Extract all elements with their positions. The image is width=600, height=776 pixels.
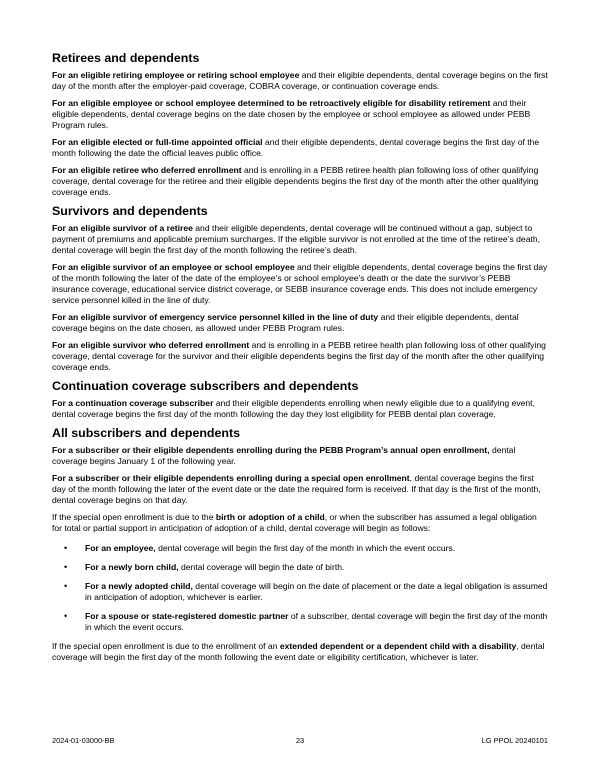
bold-lead: For a subscriber or their eligible dependents enrolling during the PEBB Program’s annual open enrollment,: [52, 445, 490, 455]
paragraph-text: , or when the subscriber has assumed a legal obligation for total or partial support in anticipation of adoption of a child, dental coverage will begin as follows:: [52, 512, 537, 533]
paragraph-text: , dental coverage will begin the first day of the month following the event date or eligibility certification, whichever is later.: [52, 641, 545, 662]
paragraph: [52, 641, 548, 663]
bullet-icon: •: [64, 581, 68, 591]
paragraph: [52, 340, 548, 373]
paragraph: [52, 473, 548, 506]
bold-lead: For an eligible retiring employee or retiring school employee: [52, 70, 300, 80]
bullet-icon: •: [64, 562, 68, 572]
list-item-text: dental coverage will begin on the date of placement or the date a legal obligation is assumed in anticipation of adoption, whichever is earlier.: [85, 581, 548, 602]
footer-page-number: 23: [295, 736, 305, 745]
paragraph-text: and their eligible dependents, dental coverage begins the first day of the month following the later of the date of the employee’s or school employee’s death or the date the survivor’s PEBB insurance coverage, educational service district coverage, or SEBB insurance coverage ends. This does not include emergency service personnel killed in the line of duty.: [52, 262, 548, 305]
paragraph-text: and their eligible dependents, dental coverage begins on the first day of the month after the employer-paid coverage, COBRA coverage, or continuation coverage ends.: [52, 70, 548, 91]
paragraph-text: , dental coverage begins the first day of the month following the later of the event date or the date the required form is received. If that day is the first of the month, dental coverage begins on that day.: [52, 473, 541, 505]
paragraph-text: and their eligible dependents, dental coverage will be continued without a gap, subject to payment of premiums and applicable premium surcharges. If the eligible survivor is not enrolled at the time of the retiree’s death, dental coverage will begin the first day of the month following the retiree’s death.: [52, 223, 541, 255]
list-item-text: dental coverage will begin the date of birth.: [178, 562, 345, 572]
paragraph-text: and is enrolling in a PEBB retiree health plan following loss of other qualifying coverage, dental coverage for the survivor and their eligible dependents begins the first day of the month after the other qualifying coverage ends.: [52, 340, 546, 372]
paragraph-text: and their eligible dependents enrolling when newly eligible due to a qualifying event, dental coverage begins the first day of the month following the day they lost eligibility for PEBB dental plan coverage.: [52, 398, 535, 419]
list-item-text: of a subscriber, dental coverage will begin the first day of the month in which the event occurs.: [85, 611, 548, 632]
bold-lead: For a continuation coverage subscriber: [52, 398, 214, 408]
bold-lead: birth or adoption of a child: [215, 512, 325, 522]
paragraph: [52, 445, 548, 467]
paragraph: [52, 165, 548, 198]
paragraph: [52, 398, 548, 420]
paragraph-text: If the special open enrollment is due to the enrollment of an: [52, 641, 280, 651]
paragraph-text: and their eligible dependents, dental coverage begins the first day of the month following the date the official leaves public office.: [52, 137, 540, 158]
bold-lead: For an eligible elected or full-time appointed official: [52, 137, 263, 147]
section-heading-survivors: Survivors and dependents: [52, 204, 208, 218]
section-heading-continuation: Continuation coverage subscribers and dependents: [52, 379, 359, 393]
footer-document-id: 2024-01-03000-BB: [52, 736, 115, 745]
paragraph-text: and their eligible dependents, dental coverage begins on the date chosen, as allowed under PEBB Program rules.: [52, 312, 519, 333]
bullet-icon: •: [64, 611, 68, 621]
paragraph: [52, 512, 548, 534]
paragraph: [52, 223, 548, 256]
list-item-text: dental coverage will begin the first day of the month in which the event occurs.: [155, 543, 456, 553]
paragraph: [52, 312, 548, 334]
bold-lead: For a spouse or state-registered domestic partner: [85, 611, 289, 621]
bold-lead: For a newly born child,: [85, 562, 179, 572]
bullet-icon: •: [64, 543, 68, 553]
bold-lead: For an eligible employee or school employee determined to be retroactively eligible for disability retirement: [52, 98, 491, 108]
document-body: [52, 51, 548, 669]
bold-lead: For an eligible survivor who deferred enrollment: [52, 340, 250, 350]
paragraph: [52, 70, 548, 92]
paragraph-text: and is enrolling in a PEBB retiree health plan following loss of other qualifying coverage, dental coverage for the retiree and their eligible dependents begins the first day of the month after the other qualifying coverage ends.: [52, 165, 539, 197]
page-footer: [52, 735, 548, 747]
footer-plan-code: LG PPOL 20240101: [481, 736, 548, 745]
bold-lead: For an eligible survivor of emergency service personnel killed in the line of duty: [52, 312, 379, 322]
bold-lead: For an eligible survivor of an employee or school employee: [52, 262, 295, 272]
bold-lead: For an eligible retiree who deferred enrollment: [52, 165, 242, 175]
list-item: [52, 562, 548, 573]
paragraph: [52, 137, 548, 159]
bold-lead: For a subscriber or their eligible dependents enrolling during a special open enrollment: [52, 473, 410, 483]
bullet-list: [52, 543, 548, 633]
bold-lead: extended dependent or a dependent child with a disability: [279, 641, 517, 651]
paragraph-text: and their eligible dependents, dental coverage begins on the date chosen by the employee or school employee as allowed under PEBB Program rules.: [52, 98, 531, 130]
section-heading-all-subscribers: All subscribers and dependents: [52, 426, 240, 440]
list-item: [52, 611, 548, 633]
bold-lead: For an eligible survivor of a retiree: [52, 223, 193, 233]
paragraph-text: If the special open enrollment is due to the: [52, 512, 216, 522]
section-heading-retirees: Retirees and dependents: [52, 51, 200, 65]
paragraph: [52, 98, 548, 131]
bold-lead: For a newly adopted child,: [85, 581, 193, 591]
paragraph-text: dental coverage begins January 1 of the following year.: [52, 445, 516, 466]
paragraph: [52, 262, 548, 306]
list-item: [52, 581, 548, 603]
bold-lead: For an employee,: [85, 543, 156, 553]
list-item: [52, 543, 548, 554]
